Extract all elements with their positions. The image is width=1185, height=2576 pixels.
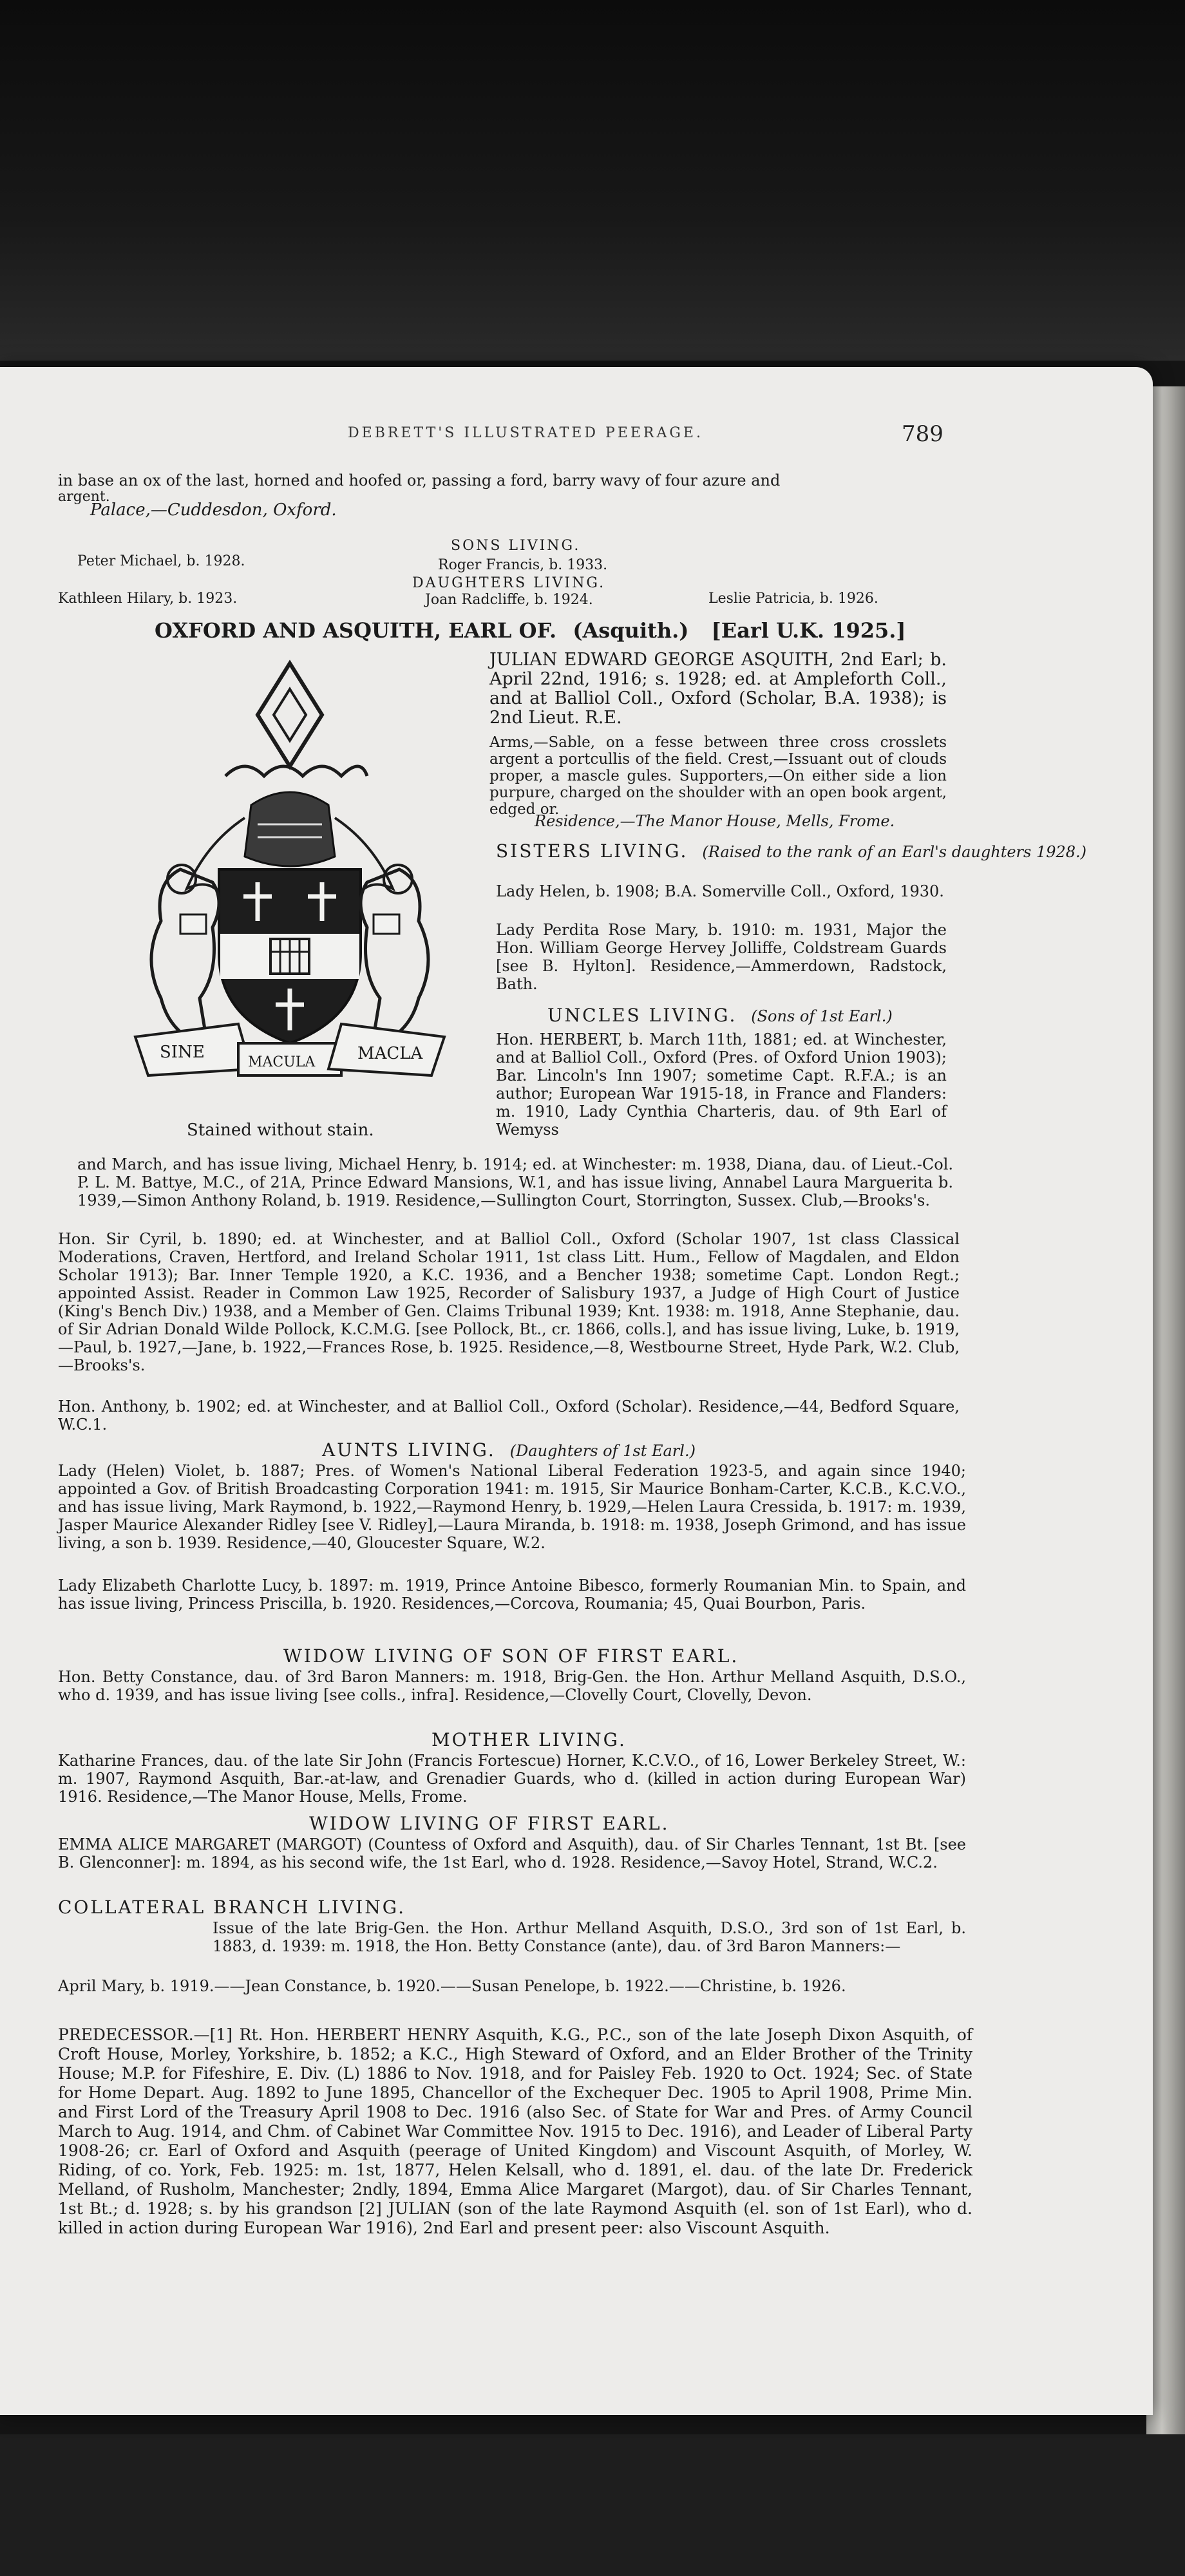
uncle-3: Hon. Anthony, b. 1902; ed. at Winchester, and at Balliol Coll., Oxford (Scholar). Residence,—44, Bedford Square, W.C.1. [58,1397,960,1434]
aunt-1: Lady (Helen) Violet, b. 1887; Pres. of Women's National Liberal Federation 1923-5, and again since 1940; appointed a Gov. of British Broadcasting Corporation 1941: m. 1915, Sir Maurice Bonham-Carter, K.C.B., K.C.V.O., and has issue living, Mark Raymond, b. 1922,—Raymond Henry, b. 1929,—Helen Laura Cressida, b. 1917: m. 1939, Jasper Maurice Alexander Ridley [see V. Ridley],—Laura Miranda, b. 1918: m. 1938, Joseph Grimond, and has issue living, a son b. 1939. Residence,—40, Gloucester Square, W.2. [58,1462,966,1552]
entry-title-row [155,618,906,643]
sister-2: Lady Perdita Rose Mary, b. 1910: m. 1931, Major the Hon. William George Hervey Jolliffe, Coldstream Guards [see B. Hylton]. Residence,—Ammerdown, Radstock, Bath. [496,921,947,993]
motto-word-right: MACLA [357,1044,423,1063]
uncles-note: (Sons of 1st Earl.) [751,1007,893,1025]
running-head: DEBRETT'S ILLUSTRATED PEERAGE. [348,425,703,441]
sisters-head: SISTERS LIVING. [496,840,688,862]
sons-living-head: SONS LIVING. [451,538,581,554]
prev-entry-line1: in base an ox of the last, horned and hoofed or, passing a ford, barry wavy of four azure and [58,471,781,489]
dark-background-bottom [0,2434,1185,2576]
collateral-issue: April Mary, b. 1919.——Jean Constance, b. 1920.——Susan Penelope, b. 1922.——Christine, b. 1926. [58,1977,846,1995]
uncles-head: UNCLES LIVING. [547,1005,737,1026]
aunts-head-row [322,1439,696,1461]
sisters-head-row [496,840,1086,862]
mother: Katharine Frances, dau. of the late Sir John (Francis Fortescue) Horner, K.C.V.O., of 16, Lower Berkeley Street, W.: m. 1907, Raymond Asquith, Bar.-at-law, and Grenadier Guards, who d. (killed in action during European War) 1916. Residence,—The Manor House, Mells, Frome. [58,1752,966,1806]
aunts-note: (Daughters of 1st Earl.) [509,1442,696,1460]
aunts-head: AUNTS LIVING. [322,1439,496,1461]
widow-earl: EMMA ALICE MARGARET (MARGOT) (Countess of Oxford and Asquith), dau. of Sir Charles Tennant, 1st Bt. [see B. Glenconner]: m. 1894, as his second wife, the 1st Earl, who d. 1928. Residence,—Savoy Hotel, Strand, W.C.2. [58,1835,966,1871]
daughter-left: Kathleen Hilary, b. 1923. [58,591,238,607]
son-left: Peter Michael, b. 1928. [77,553,245,569]
entry-title: OXFORD AND ASQUITH, EARL OF. [155,618,557,643]
predecessor: PREDECESSOR.—[1] Rt. Hon. HERBERT HENRY Asquith, K.G., P.C., son of the late Joseph Dixon Asquith, of Croft House, Morley, Yorkshire, b. 1852; a K.C., High Steward of Oxford, and an Elder Brother of the Trinity House; M.P. for Fifeshire, E. Div. (L) 1886 to Nov. 1918, and for Paisley Feb. 1920 to Oct. 1924; Sec. of State for Home Depart. Aug. 1892 to June 1895, Chancellor of the Exchequer Dec. 1905 to April 1908, Prime Min. and First Lord of the Treasury April 1908 to Dec. 1916 (also Sec. of State for War and Pres. of Army Council March to Aug. 1914, and Chm. of Cabinet War Committee Nov. 1915 to Dec. 1916), and Leader of Liberal Party 1908-26; cr. Earl of Oxford and Asquith (peerage of United Kingdom) and Viscount Asquith, of Morley, W. Riding, of co. York, Feb. 1925: m. 1st, 1877, Helen Kelsall, who d. 1891, el. dau. of the late Dr. Frederick Melland, of Rusholm, Manchester; 2ndly, 1894, Emma Alice Margaret (Margot), dau. of Sir Charles Tennant, 1st Bt.; d. 1928; s. by his grandson [2] JULIAN (son of the late Raymond Asquith (el. son of 1st Earl), who d. killed in action during European War 1916), 2nd Earl and present peer: also Viscount Asquith. [58,2025,972,2237]
entry-intro: JULIAN EDWARD GEORGE ASQUITH, 2nd Earl; b. April 22nd, 1916; s. 1928; ed. at Ampleforth Coll., and at Balliol Coll., Oxford (Scholar, B.A. 1938); is 2nd Lieut. R.E. [489,650,947,728]
son-right: Roger Francis, b. 1933. [438,557,608,573]
daughter-right: Leslie Patricia, b. 1926. [708,591,878,607]
motto-word-left: SINE [160,1043,205,1062]
coat-of-arms [109,657,470,1146]
entry-creation: [Earl U.K. 1925.] [711,618,906,643]
entry-arms: Arms,—Sable, on a fesse between three cross crosslets argent a portcullis of the field. Crest,—Issuant out of clouds proper, a mascle gules. Supporters,—On either side a lion purpure, charged on the shoulder with an open book argent, edged or. [489,734,947,818]
entry-residence: Residence,—The Manor House, Mells, Frome. [535,812,895,830]
daughters-living-head: DAUGHTERS LIVING. [412,575,606,591]
daughter-mid: Joan Radcliffe, b. 1924. [425,592,593,608]
uncles-head-row [547,1005,893,1026]
uncle-2: Hon. Sir Cyril, b. 1890; ed. at Winchester, and at Balliol Coll., Oxford (Scholar 1907, 1st class Classical Moderations, Craven, Hertford, and Ireland Scholar 1911, 1st class Litt. Hum., Fellow of Magdalen, and Eldon Scholar 1913); Bar. Inner Temple 1920, a K.C. 1936, and a Bencher 1938; sometime Capt. London Regt.; appointed Assist. Reader in Common Law 1925, Recorder of Salisbury 1937, a Judge of High Court of Justice (King's Bench Div.) 1938, and a Member of Gen. Claims Tribunal 1939; Knt. 1938: m. 1918, Anne Stephanie, dau. of Sir Adrian Donald Wilde Pollock, K.C.M.G. [see Pollock, Bt., cr. 1866, colls.], and has issue living, Luke, b. 1919,—Paul, b. 1927,—Jane, b. 1922,—Frances Rose, b. 1925. Residence,—8, Westbourne Street, Hyde Park, W.2. Club,—Brooks's. [58,1230,960,1374]
mother-head: MOTHER LIVING. [431,1729,627,1750]
uncle-1-part-b: and March, and has issue living, Michael Henry, b. 1914; ed. at Winchester: m. 1938, Diana, dau. of Lieut.-Col. P. L. M. Battye, M.C., of 21A, Prince Edward Mansions, W.1, and has issue living, Annabel Laura Marguerita b. 1939,—Simon Anthony Roland, b. 1919. Residence,—Sullington Court, Storrington, Sussex. Club,—Brooks's. [77,1155,953,1209]
prev-entry-residence: Palace,—Cuddesdon, Oxford. [90,500,337,520]
widow-earl-head: WIDOW LIVING OF FIRST EARL. [309,1813,670,1834]
widow-son: Hon. Betty Constance, dau. of 3rd Baron Manners: m. 1918, Brig-Gen. the Hon. Arthur Melland Asquith, D.S.O., who d. 1939, and has issue living [see colls., infra]. Residence,—Clovelly Court, Clovelly, Devon. [58,1668,966,1704]
motto-translation: Stained without stain. [187,1121,374,1140]
motto-word-mid: MACULA [248,1054,316,1070]
collateral-branch: Issue of the late Brig-Gen. the Hon. Arthur Melland Asquith, D.S.O., 3rd son of 1st Earl, b. 1883, d. 1939: m. 1918, the Hon. Betty Constance (ante), dau. of 3rd Baron Manners:— [213,1919,966,1955]
uncle-1-part-a: Hon. HERBERT, b. March 11th, 1881; ed. at Winchester, and at Balliol Coll., Oxford (Pres. of Oxford Union 1903); Bar. Lincoln's Inn 1907; sometime Capt. R.F.A.; is an author; European War 1915-18, in France and Flanders: m. 1910, Lady Cynthia Charteris, dau. of 9th Earl of Wemyss [496,1030,947,1139]
book-page [0,367,1153,2415]
aunt-2: Lady Elizabeth Charlotte Lucy, b. 1897: m. 1919, Prince Antoine Bibesco, formerly Roumanian Min. to Spain, and has issue living, Princess Priscilla, b. 1920. Residences,—Corcova, Roumania; 45, Quai Bourbon, Paris. [58,1577,966,1613]
widow-son-head: WIDOW LIVING OF SON OF FIRST EARL. [283,1645,739,1667]
sister-1: Lady Helen, b. 1908; B.A. Somerville Coll., Oxford, 1930. [496,882,944,900]
prev-entry-line2: argent. [58,489,110,505]
coat-of-arms-illustration [109,657,470,1082]
entry-surname: (Asquith.) [573,618,689,643]
dark-background-top [0,0,1185,361]
collateral-head: COLLATERAL BRANCH LIVING. [58,1897,406,1918]
sisters-note: (Raised to the rank of an Earl's daughters 1928.) [702,843,1087,861]
page-number: 789 [902,421,943,447]
